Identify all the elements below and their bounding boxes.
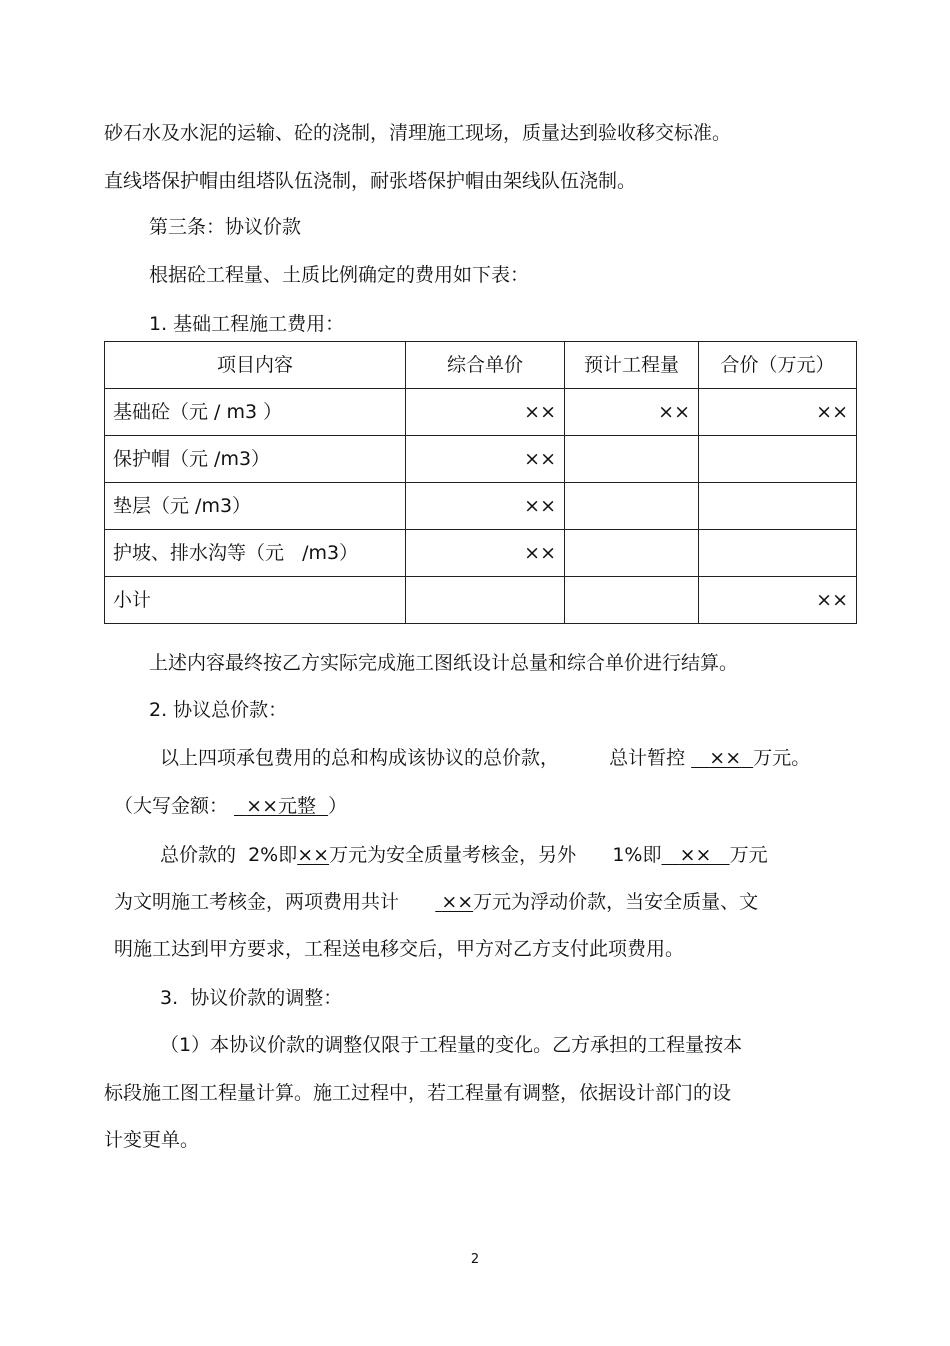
floating-amount: ××	[441, 891, 474, 913]
table-row	[105, 389, 857, 436]
body-line-2: 直线塔保护帽由组塔队伍浇制，耐张塔保护帽由架线队伍浇制。	[104, 170, 637, 192]
capital-amount: ××元整	[246, 795, 316, 817]
cell-total	[699, 483, 857, 530]
adjust-line-1: （1）本协议价款的调整仅限于工程量的变化。乙方承担的工程量按本	[160, 1034, 743, 1056]
cell-total: ××	[699, 577, 857, 624]
total-text-b: 总计暂控	[609, 747, 686, 769]
adjust-line-3: 计变更单。	[104, 1129, 200, 1151]
safety-amount: ××	[297, 844, 330, 866]
header-quantity: 预计工程量	[565, 342, 699, 389]
page-number: 2	[470, 1252, 480, 1267]
cell-item: 护坡、排水沟等（元 /m3）	[105, 530, 406, 577]
cell-unit-price: ××	[406, 389, 565, 436]
cell-quantity	[565, 530, 699, 577]
article-3-heading: 第三条：协议价款	[149, 216, 302, 238]
total-text-a: 以上四项承包费用的总和构成该协议的总价款，	[160, 747, 560, 769]
table-row	[105, 530, 857, 577]
total-line	[160, 746, 810, 770]
table-header-row	[105, 342, 857, 389]
civilization-amount: ××	[679, 844, 712, 866]
total-amount: ××	[709, 747, 742, 769]
cell-unit-price: ××	[406, 483, 565, 530]
deposit-line-2: 为文明施工考核金，两项费用共计 ××万元为浮动价款，当安全质量、文	[114, 891, 759, 913]
cell-item: 小计	[105, 577, 406, 624]
section-3-heading: 3. 协议价款的调整：	[160, 987, 343, 1009]
cell-total: ××	[699, 389, 857, 436]
header-item: 项目内容	[105, 342, 406, 389]
section-2-heading: 2. 协议总价款：	[149, 699, 288, 721]
cell-quantity	[565, 483, 699, 530]
adjust-line-2: 标段施工图工程量计算。施工过程中，若工程量有调整，依据设计部门的设	[104, 1082, 732, 1104]
cell-unit-price	[406, 577, 565, 624]
table-row	[105, 483, 857, 530]
cell-quantity: ××	[565, 389, 699, 436]
capital-text-a: （大写金额：	[114, 795, 229, 817]
header-unit-price: 综合单价	[406, 342, 565, 389]
header-total: 合价（万元）	[699, 342, 857, 389]
deposit-line-1: 总价款的 2%即××万元为安全质量考核金，另外 1%即 ×× 万元	[160, 844, 768, 866]
deposit-line-3: 明施工达到甲方要求，工程送电移交后，甲方对乙方支付此项费用。	[114, 938, 685, 960]
fee-table	[104, 341, 857, 624]
cell-unit-price: ××	[406, 530, 565, 577]
cell-quantity	[565, 577, 699, 624]
table-subtotal-row	[105, 577, 857, 624]
settlement-note: 上述内容最终按乙方实际完成施工图纸设计总量和综合单价进行结算。	[149, 652, 739, 674]
cell-quantity	[565, 436, 699, 483]
table-intro: 根据砼工程量、土质比例确定的费用如下表：	[149, 264, 530, 286]
capital-amount-line	[114, 794, 347, 818]
total-text-c: 万元。	[753, 747, 811, 769]
cell-item: 垫层（元 /m3）	[105, 483, 406, 530]
cell-total	[699, 436, 857, 483]
capital-text-b: ）	[328, 795, 348, 817]
cell-unit-price: ××	[406, 436, 565, 483]
section-1-heading: 1. 基础工程施工费用：	[149, 313, 345, 335]
body-line-1: 砂石水及水泥的运输、砼的浇制，清理施工现场，质量达到验收移交标准。	[104, 122, 732, 144]
table-row	[105, 436, 857, 483]
cell-item: 基础砼（元 / m3 ）	[105, 389, 406, 436]
cell-item: 保护帽（元 /m3）	[105, 436, 406, 483]
cell-total	[699, 530, 857, 577]
